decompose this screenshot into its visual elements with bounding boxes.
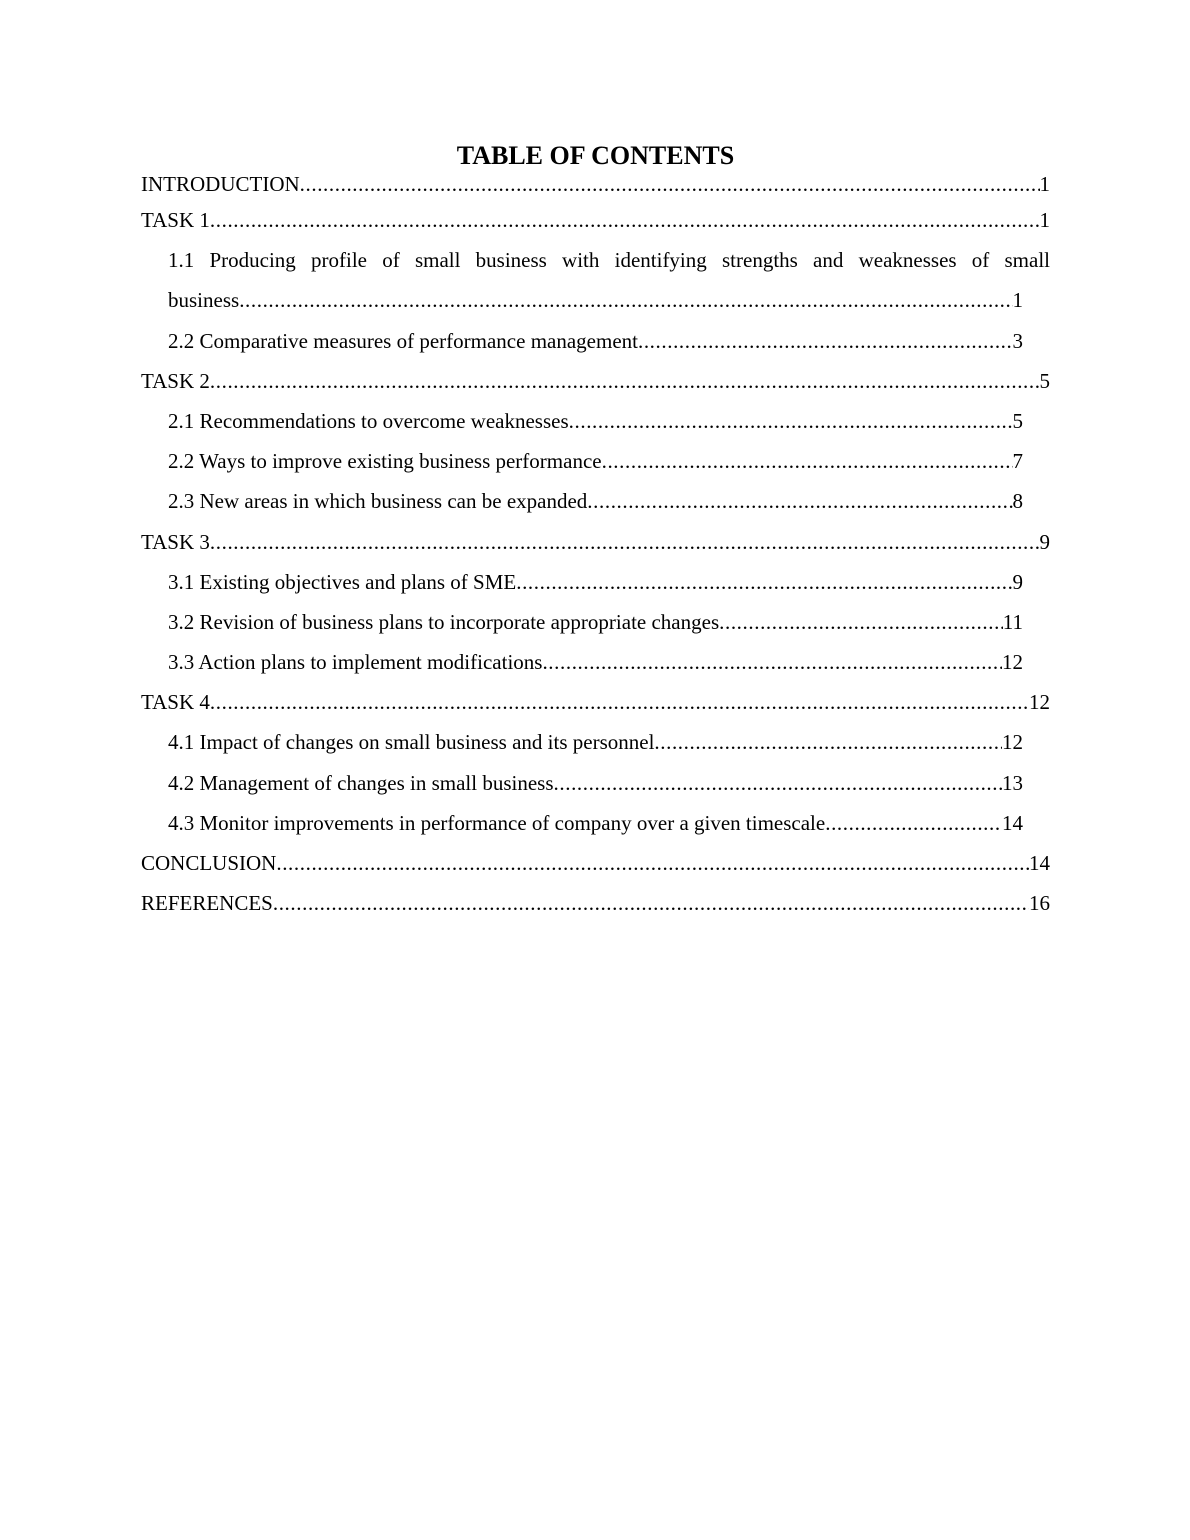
toc-page-number: 13: [1002, 770, 1023, 795]
toc-entry-1-1[interactable]: [168, 240, 1050, 320]
toc-entry-label: 2.2 Comparative measures of performance management: [168, 328, 638, 353]
toc-page-number: 9: [1012, 569, 1023, 594]
toc-entry-label: CONCLUSION: [141, 851, 277, 876]
toc-page-number: 9: [1039, 529, 1050, 554]
toc-page-number: 14: [1002, 810, 1023, 835]
toc-leader-dots: [210, 200, 1040, 240]
toc-leader-dots: [654, 722, 1002, 762]
toc-page-number: 12: [1029, 690, 1050, 715]
toc-list: [141, 172, 1050, 923]
toc-leader-dots: [516, 562, 1012, 602]
toc-leader-dots: [587, 481, 1012, 521]
toc-entry-2-2[interactable]: [168, 441, 1023, 481]
toc-entry-label: 4.1 Impact of changes on small business and its personnel: [168, 730, 655, 755]
toc-page-number: 1: [1012, 288, 1023, 313]
toc-entry-label: 2.1 Recommendations to overcome weaknesses: [168, 408, 569, 433]
toc-leader-dots: [719, 602, 1003, 642]
toc-page-number: 12: [1002, 650, 1023, 675]
toc-entry-label: 3.2 Revision of business plans to incorporate appropriate changes: [168, 609, 720, 634]
toc-entry-3-3[interactable]: [168, 642, 1023, 682]
toc-entry-2-1[interactable]: [168, 401, 1023, 441]
toc-leader-dots: [239, 280, 1012, 320]
toc-entry-2-2-comparative[interactable]: [168, 321, 1023, 361]
toc-page-number: 11: [1002, 609, 1023, 634]
toc-entry-label: TASK 1: [141, 208, 210, 232]
toc-leader-dots: [569, 401, 1013, 441]
toc-leader-dots: [210, 682, 1029, 722]
toc-page-number: 3: [1012, 328, 1023, 353]
toc-page-number: 5: [1012, 408, 1023, 433]
toc-entry-label: TASK 3: [141, 529, 210, 554]
toc-page-number: 7: [1012, 449, 1023, 474]
toc-entry-task-1[interactable]: [141, 200, 1050, 240]
toc-entry-references[interactable]: [141, 883, 1050, 923]
document-page: [141, 140, 1050, 923]
toc-leader-dots: [554, 763, 1002, 803]
toc-leader-dots: [638, 321, 1013, 361]
toc-entry-4-3[interactable]: [168, 803, 1023, 843]
toc-title: TABLE OF CONTENTS: [456, 141, 735, 170]
toc-entry-label: 4.2 Management of changes in small business: [168, 770, 554, 795]
toc-page-number: 12: [1002, 730, 1023, 755]
toc-entry-3-1[interactable]: [168, 562, 1023, 602]
toc-entry-label: 3.3 Action plans to implement modifications: [168, 650, 543, 675]
toc-entry-label-line2: business: [168, 288, 240, 313]
toc-leader-dots: [602, 441, 1013, 481]
toc-leader-dots: [542, 642, 1002, 682]
toc-entry-label: 2.3 New areas in which business can be expanded: [168, 489, 588, 514]
toc-entry-4-1[interactable]: [168, 722, 1023, 762]
toc-entry-label: TASK 4: [141, 690, 210, 715]
toc-entry-introduction[interactable]: [141, 172, 1050, 200]
toc-entry-label-line1: 1.1 Producing profile of small business with identifying strengths and weaknesses of small: [168, 248, 1050, 273]
toc-page-number: 1: [1039, 172, 1050, 196]
toc-leader-dots: [300, 172, 1040, 196]
toc-page-number: 1: [1039, 208, 1050, 232]
toc-entry-4-2[interactable]: [168, 763, 1023, 803]
toc-page-number: 16: [1029, 891, 1050, 916]
toc-entry-label: 3.1 Existing objectives and plans of SME: [168, 569, 517, 594]
toc-entry-label: REFERENCES: [141, 891, 273, 916]
toc-entry-task-4[interactable]: [141, 682, 1050, 722]
toc-entry-task-2[interactable]: [141, 361, 1050, 401]
toc-entry-task-3[interactable]: [141, 522, 1050, 562]
toc-page-number: 8: [1012, 489, 1023, 514]
toc-leader-dots: [276, 843, 1029, 883]
toc-entry-line2: [168, 280, 1023, 320]
toc-leader-dots: [825, 803, 1002, 843]
toc-entry-2-3[interactable]: [168, 481, 1023, 521]
toc-leader-dots: [210, 361, 1040, 401]
toc-entry-conclusion[interactable]: [141, 843, 1050, 883]
toc-entry-label: INTRODUCTION: [141, 172, 300, 196]
toc-leader-dots: [273, 883, 1029, 923]
toc-entry-3-2[interactable]: [168, 602, 1023, 642]
toc-entry-label: TASK 2: [141, 368, 210, 393]
toc-page-number: 14: [1029, 851, 1050, 876]
toc-entry-label: 4.3 Monitor improvements in performance of company over a given timescale: [168, 810, 826, 835]
toc-leader-dots: [210, 522, 1040, 562]
toc-page-number: 5: [1039, 368, 1050, 393]
toc-entry-label: 2.2 Ways to improve existing business performance: [168, 449, 602, 474]
